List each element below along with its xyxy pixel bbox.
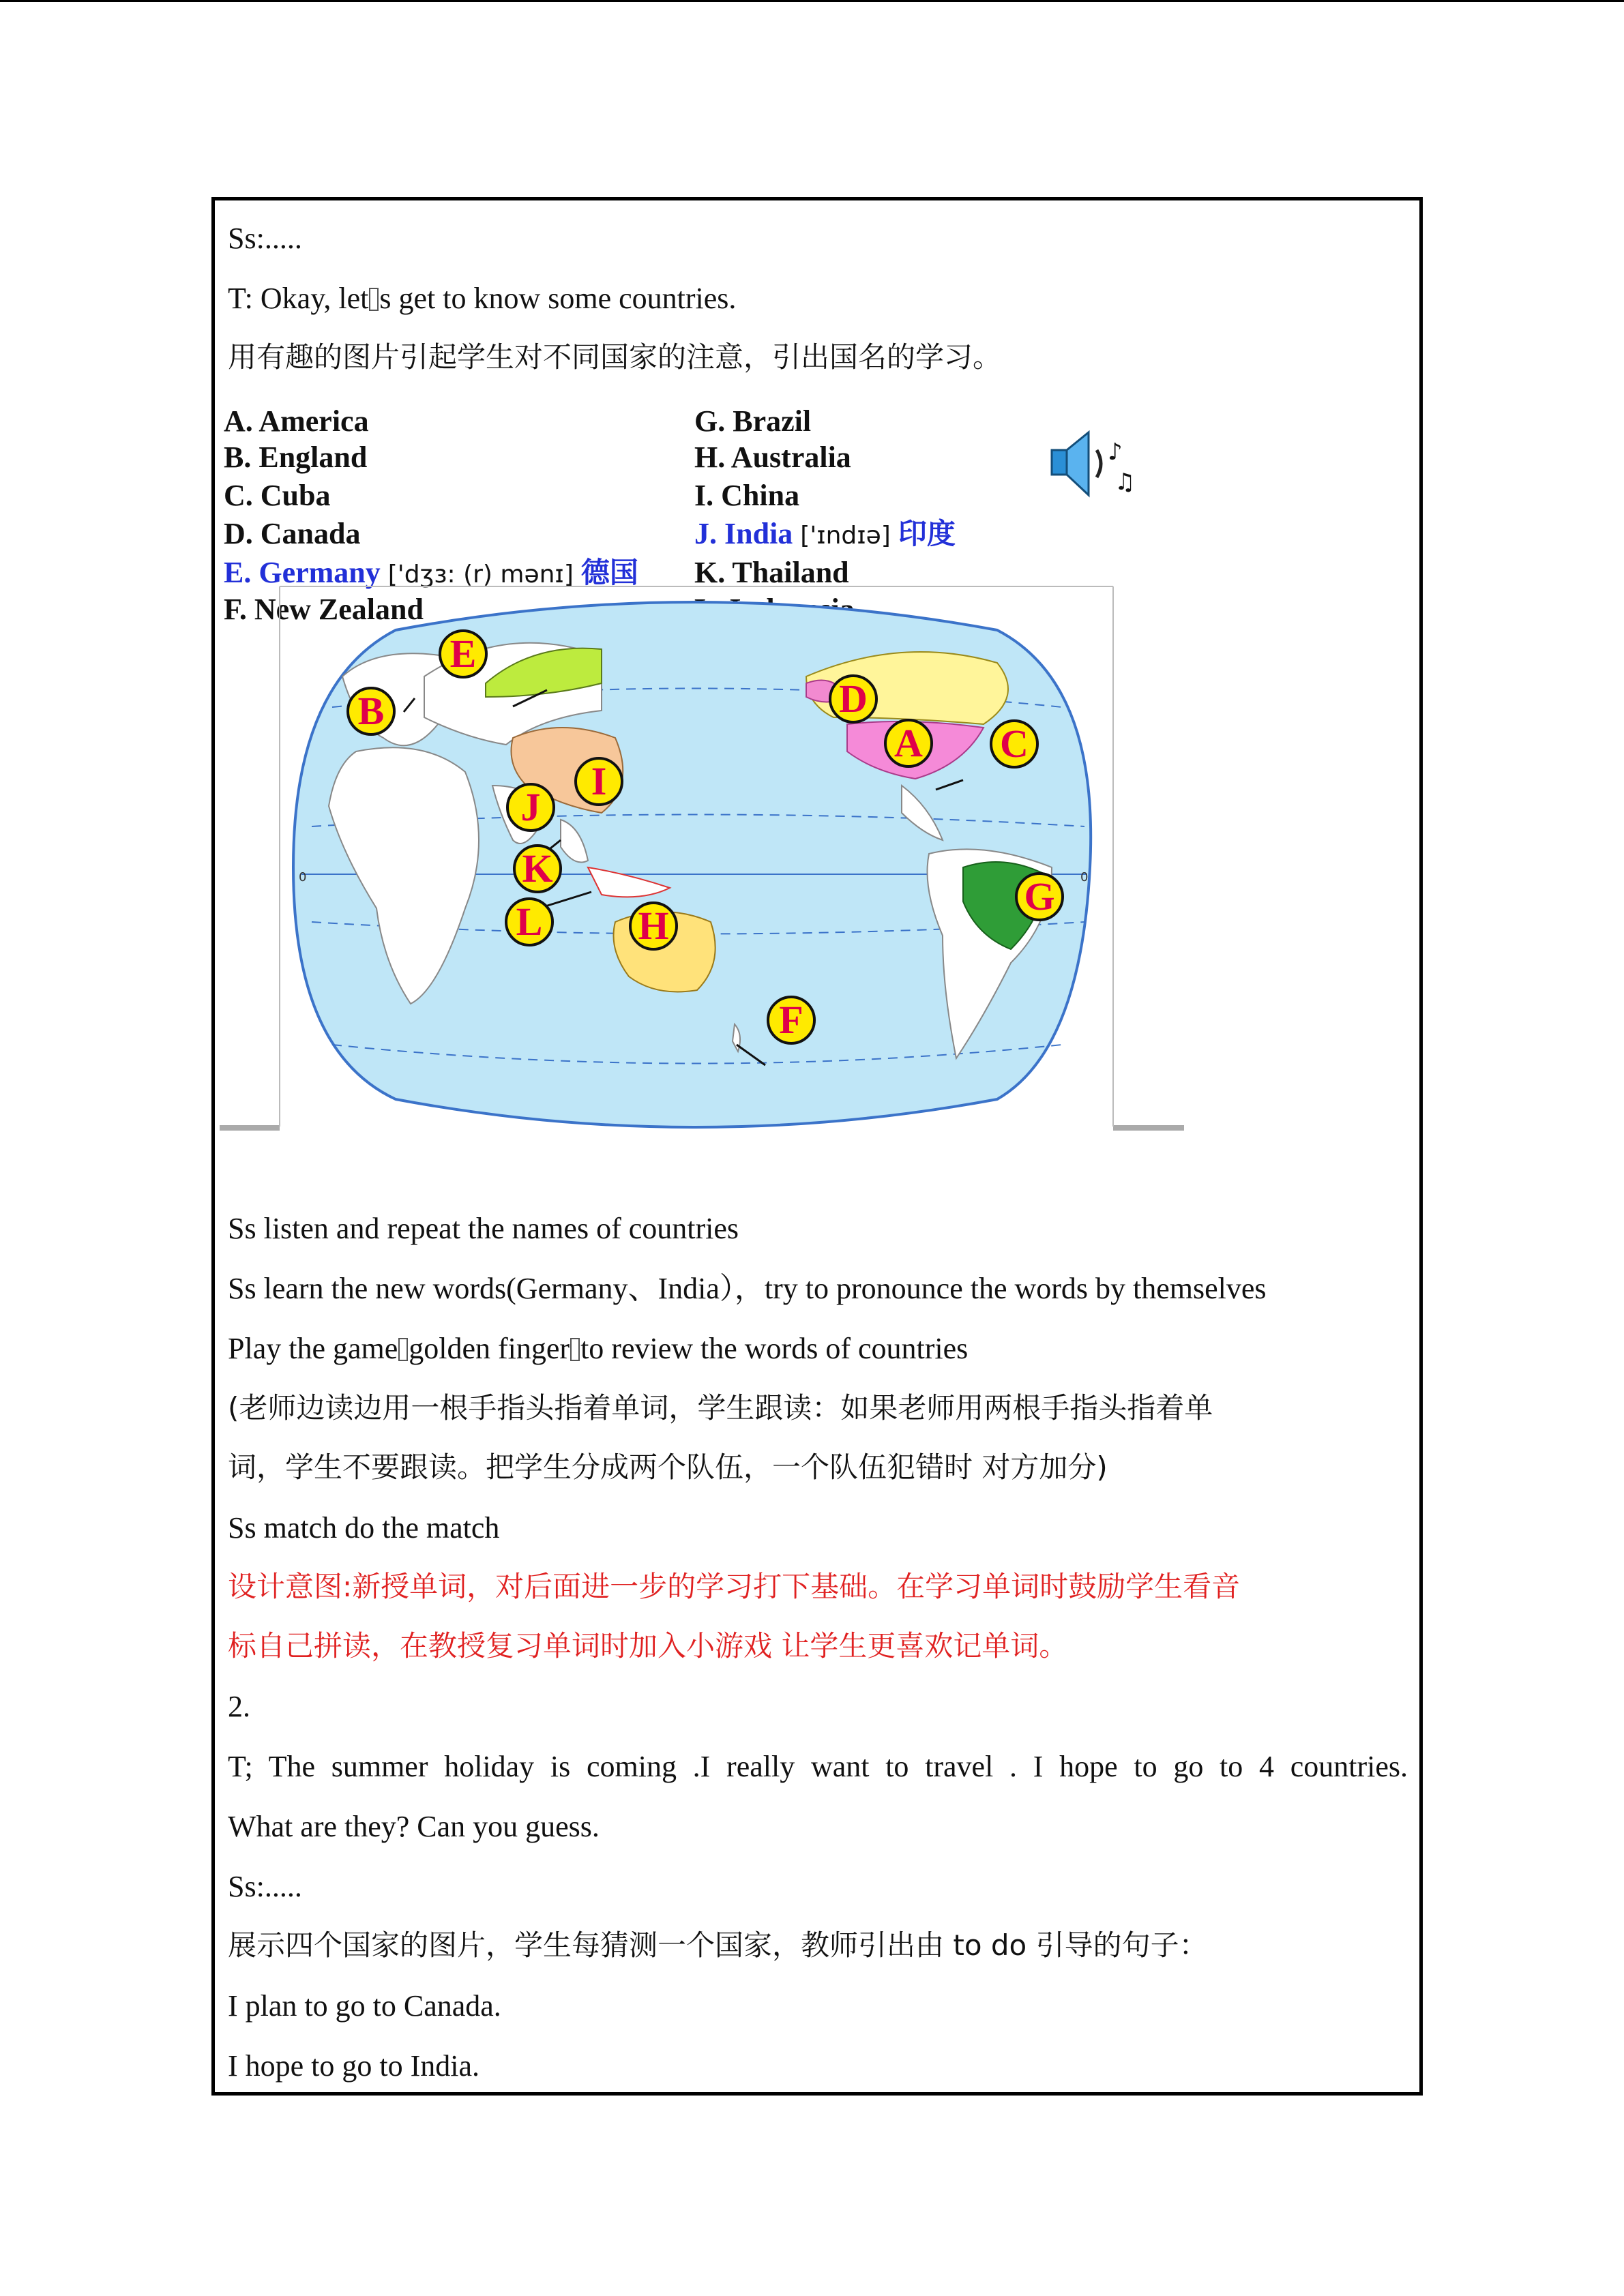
body-line-13: 展示四个国家的图片，学生每猜测一个国家，教师引出由 to do 引导的句子： [228,1928,1208,1962]
svg-text:♪: ♪ [1108,438,1123,466]
body-line-12: Ss:..... [228,1870,302,1903]
map-label-i: I [574,757,623,806]
country-d: D. Canada [224,517,361,550]
zh-germany: 德国 [580,556,638,589]
ipa-germany: ['dʒɜ: (r) mənɪ] [387,561,574,588]
map-label-c: C [990,719,1039,769]
body-line-2: Ss learn the new words(Germany、India），try to pronounce the words by themselves [228,1272,1267,1305]
body-line-15: I hope to go to India. [228,2049,480,2083]
body-line-1: Ss listen and repeat the names of countries [228,1212,739,1245]
country-f: F. New Zealand [224,593,424,626]
equator-zero-left: 0 [299,870,307,884]
body-line-14: I plan to go to Canada. [228,1989,501,2023]
body-line-5: 词，学生不要跟读。把学生分成两个队伍，一个队伍犯错时 对方加分) [228,1450,1108,1484]
design-intent-line-1: 设计意图:新授单词，对后面进一步的学习打下基础。在学习单词时鼓励学生看音 [228,1570,1241,1603]
missing-glyph-box [369,288,379,311]
map-label-k: K [513,844,562,893]
map-label-h: H [629,901,678,951]
map-label-g: G [1015,872,1064,921]
body-line-6: Ss match do the match [228,1511,500,1545]
design-intent-line-2: 标自己拼读，在教授复习单词时加入小游戏 让学生更喜欢记单词。 [228,1629,1068,1663]
equator-zero-right: 0 [1080,870,1089,884]
missing-glyph-box [570,1338,580,1361]
body-line-4: (老师边读边用一根手指头指着单词，学生跟读：如果老师用两根手指头指着单 [228,1391,1213,1425]
country-g: G. Brazil [694,404,812,438]
map-label-j: J [506,783,555,832]
country-k: K. Thailand [694,556,849,589]
country-i: I. China [694,479,800,512]
page-top-rule [0,0,1624,2]
country-h: H. Australia [694,441,851,474]
country-a: A. America [224,404,369,438]
country-j: J. India ['ɪndɪə] 印度 [694,517,956,550]
map-label-b: B [346,687,396,736]
map-label-e: E [439,629,488,679]
missing-glyph-box [398,1338,408,1361]
map-label-a: A [884,719,933,768]
intro-line-1: Ss:..... [228,222,302,255]
map-label-f: F [767,996,816,1045]
speaker-audio-icon[interactable] [1049,427,1138,502]
zh-india: 印度 [898,517,956,550]
body-line-3: Play the game golden finger to review the words of countries [228,1332,969,1365]
body-line-10: T; The summer holiday is coming .I really want to travel . I hope to go to 4 countries. [228,1750,1408,1783]
section-number: 2. [228,1690,250,1723]
intro-line-3: 用有趣的图片引起学生对不同国家的注意，引出国名的学习。 [228,340,1002,374]
country-e: E. Germany ['dʒɜ: (r) mənɪ] 德国 [224,556,638,589]
map-label-l: L [505,897,554,946]
world-map-figure [220,581,1185,1132]
country-b: B. England [224,441,368,474]
intro-line-2: T: Okay, let s get to know some countries. [228,282,737,315]
svg-text:♫: ♫ [1114,468,1136,496]
country-c: C. Cuba [224,479,331,512]
ipa-india: ['ɪndɪə] [800,522,891,550]
map-label-d: D [829,674,878,724]
body-line-11: What are they? Can you guess. [228,1810,600,1843]
